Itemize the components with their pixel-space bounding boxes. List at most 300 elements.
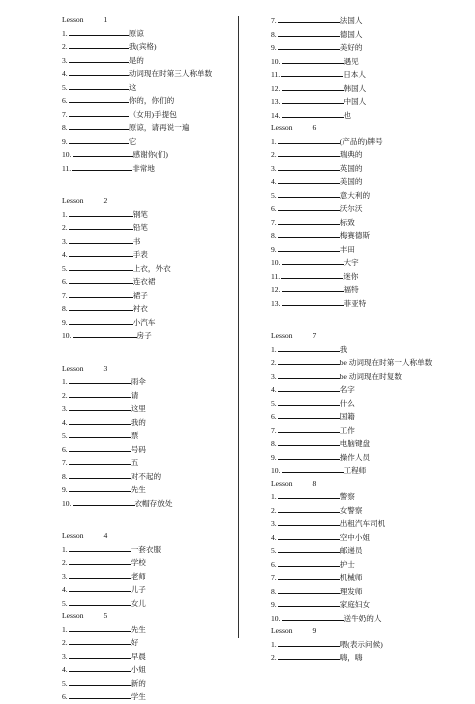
lesson-word: Lesson bbox=[271, 626, 293, 635]
answer-blank[interactable] bbox=[69, 316, 133, 325]
vocab-item bbox=[271, 297, 461, 311]
item-meaning: 是的 bbox=[128, 55, 144, 65]
item-meaning: 福特 bbox=[343, 285, 359, 294]
vocab-item bbox=[62, 67, 230, 81]
answer-blank[interactable] bbox=[282, 256, 344, 265]
vocab-item bbox=[271, 410, 461, 424]
item-meaning: 学校 bbox=[130, 558, 146, 567]
item-number: 12. bbox=[271, 83, 281, 93]
item-meaning: 雨伞 bbox=[130, 377, 146, 386]
answer-blank[interactable] bbox=[278, 356, 340, 365]
answer-blank[interactable] bbox=[69, 289, 133, 298]
vocab-item bbox=[271, 202, 461, 216]
answer-blank[interactable] bbox=[278, 243, 340, 252]
vocab-item bbox=[271, 612, 461, 626]
item-meaning: 非常地 bbox=[132, 163, 155, 173]
item-number: 8. bbox=[271, 29, 277, 39]
answer-blank[interactable] bbox=[278, 410, 340, 419]
answer-blank[interactable] bbox=[282, 95, 344, 104]
vocab-item bbox=[62, 543, 230, 557]
item-meaning: 先生 bbox=[130, 485, 146, 494]
item-number: 10. bbox=[62, 498, 72, 508]
item-meaning: 动词现在时第三人称单数 bbox=[128, 69, 213, 78]
answer-blank[interactable] bbox=[69, 663, 131, 672]
vocab-item bbox=[62, 597, 230, 611]
item-meaning: 连衣裙 bbox=[132, 277, 156, 286]
item-number: 6. bbox=[62, 96, 68, 105]
item-number: 4. bbox=[62, 417, 68, 427]
answer-blank[interactable] bbox=[278, 370, 340, 379]
item-meaning: （女用)手提包 bbox=[128, 109, 177, 119]
answer-blank[interactable] bbox=[69, 636, 131, 645]
answer-blank[interactable] bbox=[69, 470, 131, 479]
vocab-item bbox=[62, 497, 230, 511]
answer-blank[interactable] bbox=[278, 135, 340, 144]
item-number: 1. bbox=[62, 624, 68, 634]
lesson-number: 1 bbox=[103, 15, 108, 24]
answer-blank[interactable] bbox=[69, 623, 131, 632]
item-meaning: 名字 bbox=[339, 385, 355, 394]
vocab-item bbox=[271, 397, 461, 411]
item-number: 11. bbox=[271, 70, 281, 79]
vocab-item bbox=[62, 650, 230, 664]
item-number: 3. bbox=[62, 404, 68, 413]
answer-blank[interactable] bbox=[282, 297, 344, 306]
item-number: 3. bbox=[271, 371, 277, 381]
vocab-item bbox=[62, 108, 230, 122]
answer-blank[interactable] bbox=[69, 543, 131, 552]
answer-blank[interactable] bbox=[69, 208, 133, 217]
item-meaning: 好 bbox=[130, 638, 139, 647]
answer-blank[interactable] bbox=[281, 270, 343, 279]
item-meaning: 这 bbox=[128, 82, 137, 92]
item-number: 9. bbox=[271, 452, 277, 462]
item-number: 6. bbox=[62, 277, 68, 286]
vocab-item bbox=[271, 370, 461, 384]
item-meaning: 我(宾格) bbox=[128, 42, 157, 51]
vocab-item bbox=[62, 663, 230, 677]
item-meaning: 护士 bbox=[339, 559, 355, 569]
vocab-item bbox=[62, 275, 230, 289]
answer-blank[interactable] bbox=[69, 583, 131, 592]
vocab-item bbox=[271, 41, 461, 55]
item-meaning: 票 bbox=[130, 431, 139, 440]
item-meaning: 英国的 bbox=[339, 163, 363, 173]
item-meaning: 老师 bbox=[130, 571, 146, 581]
item-meaning: 警察 bbox=[339, 492, 355, 501]
answer-blank[interactable] bbox=[69, 248, 133, 257]
vocab-item bbox=[271, 162, 461, 176]
answer-blank[interactable] bbox=[69, 402, 131, 411]
item-meaning: 标致 bbox=[339, 217, 355, 227]
item-number: 2. bbox=[62, 558, 68, 567]
answer-blank[interactable] bbox=[69, 597, 131, 606]
item-number: 6. bbox=[62, 444, 68, 454]
item-number: 1. bbox=[271, 136, 277, 146]
item-number: 3. bbox=[62, 571, 68, 581]
answer-blank[interactable] bbox=[69, 389, 131, 398]
item-meaning: 我 bbox=[339, 344, 348, 354]
vocab-item bbox=[271, 598, 461, 612]
item-meaning: 儿子 bbox=[130, 585, 146, 594]
lesson-word: Lesson bbox=[62, 611, 84, 620]
answer-blank[interactable] bbox=[278, 343, 340, 352]
answer-blank[interactable] bbox=[69, 443, 131, 452]
item-meaning: 学生 bbox=[130, 692, 146, 701]
item-meaning: 机械师 bbox=[339, 573, 363, 582]
item-number: 10. bbox=[271, 613, 281, 623]
answer-blank[interactable] bbox=[69, 375, 131, 384]
item-meaning: 早晨 bbox=[130, 651, 146, 661]
vocab-item bbox=[62, 329, 230, 343]
item-meaning: 中国人 bbox=[343, 97, 367, 106]
vocab-item bbox=[62, 570, 230, 584]
vocab-item bbox=[62, 235, 230, 249]
item-meaning: 也 bbox=[343, 110, 352, 120]
answer-blank[interactable] bbox=[278, 504, 340, 513]
answer-blank[interactable] bbox=[278, 585, 340, 594]
lesson-word: Lesson bbox=[62, 363, 84, 373]
lesson-word: Lesson bbox=[271, 331, 293, 340]
item-meaning: 理发师 bbox=[339, 586, 363, 596]
item-meaning: 操作人员 bbox=[339, 452, 371, 462]
answer-blank[interactable] bbox=[69, 54, 129, 63]
item-meaning: 裙子 bbox=[132, 290, 148, 300]
item-number: 7. bbox=[62, 109, 68, 119]
vocab-item bbox=[271, 283, 461, 297]
vocab-item bbox=[271, 451, 461, 465]
item-meaning: 梅赛德斯 bbox=[339, 231, 371, 240]
item-number: 6. bbox=[271, 412, 277, 421]
item-meaning: 一套衣服 bbox=[130, 544, 162, 554]
left-column bbox=[62, 14, 230, 704]
item-number: 5. bbox=[62, 263, 68, 273]
item-meaning: 衣帽存放处 bbox=[134, 498, 173, 508]
answer-blank[interactable] bbox=[69, 81, 129, 90]
vocab-item bbox=[62, 27, 230, 41]
item-number: 1. bbox=[62, 377, 68, 386]
vocab-item bbox=[271, 175, 461, 189]
item-number: 11. bbox=[271, 271, 281, 281]
answer-blank[interactable] bbox=[278, 424, 340, 433]
item-meaning: 女警察 bbox=[339, 505, 363, 515]
item-number: 2. bbox=[271, 150, 277, 159]
vocab-item bbox=[271, 638, 461, 652]
vocab-item bbox=[271, 109, 461, 123]
item-number: 2. bbox=[62, 390, 68, 400]
lesson-heading bbox=[62, 14, 230, 27]
item-number: 3. bbox=[62, 651, 68, 661]
vocab-item bbox=[62, 81, 230, 95]
answer-blank[interactable] bbox=[69, 650, 131, 659]
item-number: 2. bbox=[62, 638, 68, 647]
answer-blank[interactable] bbox=[73, 148, 133, 157]
vocab-item bbox=[62, 135, 230, 149]
item-number: 1. bbox=[62, 544, 68, 554]
vocab-item bbox=[62, 623, 230, 637]
vocab-item bbox=[271, 82, 461, 96]
item-number: 5. bbox=[62, 678, 68, 688]
vocab-item bbox=[62, 389, 230, 403]
item-number: 7. bbox=[271, 573, 277, 582]
answer-blank[interactable] bbox=[278, 437, 340, 446]
vocab-item bbox=[62, 121, 230, 135]
item-number: 9. bbox=[271, 600, 277, 609]
answer-blank[interactable] bbox=[73, 497, 135, 506]
item-number: 9. bbox=[62, 317, 68, 327]
answer-blank[interactable] bbox=[69, 302, 133, 311]
item-number: 8. bbox=[271, 231, 277, 240]
item-meaning: 法国人 bbox=[339, 16, 363, 25]
answer-blank[interactable] bbox=[278, 490, 340, 499]
vocab-item bbox=[62, 54, 230, 68]
item-number: 2. bbox=[271, 358, 277, 367]
item-meaning: 原谅 bbox=[128, 28, 144, 38]
answer-blank[interactable] bbox=[282, 109, 344, 118]
item-number: 4. bbox=[62, 665, 68, 674]
vocab-item bbox=[271, 424, 461, 438]
item-meaning: 你的，你们的 bbox=[128, 96, 175, 105]
item-number: 2. bbox=[62, 223, 68, 232]
item-meaning: 电脑键盘 bbox=[339, 439, 371, 448]
item-number: 8. bbox=[271, 439, 277, 448]
vocab-item bbox=[62, 148, 230, 162]
vocab-item bbox=[271, 270, 461, 284]
item-meaning: 号码 bbox=[130, 444, 146, 454]
lesson-heading bbox=[271, 122, 461, 135]
answer-blank[interactable] bbox=[278, 189, 340, 198]
answer-blank[interactable] bbox=[282, 612, 344, 621]
lesson-heading bbox=[271, 330, 461, 343]
answer-blank[interactable] bbox=[282, 464, 344, 473]
vocab-item bbox=[271, 531, 461, 545]
answer-blank[interactable] bbox=[282, 55, 344, 64]
item-meaning: 出租汽车司机 bbox=[339, 519, 386, 528]
item-number: 7. bbox=[62, 458, 68, 467]
item-number: 2. bbox=[62, 42, 68, 51]
vocab-item bbox=[271, 95, 461, 109]
answer-blank[interactable] bbox=[278, 28, 340, 37]
answer-blank[interactable] bbox=[69, 677, 131, 686]
item-number: 9. bbox=[271, 43, 277, 52]
item-number: 4. bbox=[271, 532, 277, 542]
item-number: 2. bbox=[271, 505, 277, 515]
vocab-item bbox=[271, 216, 461, 230]
answer-blank[interactable] bbox=[278, 638, 340, 647]
lesson-number: 5 bbox=[103, 611, 108, 620]
answer-blank[interactable] bbox=[69, 108, 129, 117]
item-number: 4. bbox=[62, 250, 68, 259]
answer-blank[interactable] bbox=[69, 27, 129, 36]
vocab-item bbox=[62, 429, 230, 443]
lesson-heading bbox=[62, 363, 230, 376]
item-number: 9. bbox=[62, 485, 68, 494]
lesson-heading bbox=[62, 610, 230, 623]
lesson-word: Lesson bbox=[62, 531, 84, 540]
vocab-item bbox=[271, 544, 461, 558]
answer-blank[interactable] bbox=[69, 262, 133, 271]
item-meaning: 迷你 bbox=[343, 271, 359, 281]
answer-blank[interactable] bbox=[281, 68, 343, 77]
lesson-word: Lesson bbox=[62, 15, 84, 24]
item-number: 14. bbox=[271, 110, 281, 120]
answer-blank[interactable] bbox=[69, 221, 133, 230]
vocab-item bbox=[271, 55, 461, 69]
vocab-item bbox=[62, 470, 230, 484]
answer-blank[interactable] bbox=[278, 517, 340, 526]
answer-blank[interactable] bbox=[278, 558, 340, 567]
lesson-heading bbox=[62, 530, 230, 543]
item-meaning: 它 bbox=[128, 136, 137, 146]
answer-blank[interactable] bbox=[278, 531, 340, 540]
item-number: 13. bbox=[271, 298, 281, 308]
item-meaning: 衬衣 bbox=[132, 304, 148, 313]
answer-blank[interactable] bbox=[278, 383, 340, 392]
answer-blank[interactable] bbox=[72, 162, 132, 171]
answer-blank[interactable] bbox=[278, 41, 340, 50]
lesson-number: 4 bbox=[103, 531, 108, 540]
answer-blank[interactable] bbox=[278, 397, 340, 406]
answer-blank[interactable] bbox=[278, 202, 340, 211]
vocab-item bbox=[62, 677, 230, 691]
answer-blank[interactable] bbox=[278, 571, 340, 580]
item-meaning: 手表 bbox=[132, 250, 148, 259]
vocab-item bbox=[271, 383, 461, 397]
item-meaning: 空中小姐 bbox=[339, 532, 371, 542]
item-number: 5. bbox=[271, 546, 277, 555]
item-number: 6. bbox=[62, 692, 68, 701]
item-number: 4. bbox=[62, 69, 68, 78]
answer-blank[interactable] bbox=[73, 329, 137, 338]
lesson-number: 6 bbox=[312, 123, 317, 132]
answer-blank[interactable] bbox=[69, 235, 133, 244]
vocab-item bbox=[271, 343, 461, 357]
answer-blank[interactable] bbox=[278, 598, 340, 607]
lesson-word: Lesson bbox=[62, 196, 84, 205]
right-column bbox=[271, 14, 461, 665]
item-meaning: 这里 bbox=[130, 404, 146, 413]
answer-blank[interactable] bbox=[69, 67, 129, 76]
item-number: 8. bbox=[62, 471, 68, 481]
answer-blank[interactable] bbox=[69, 416, 131, 425]
item-meaning: 日本人 bbox=[343, 70, 366, 79]
vocab-item bbox=[62, 221, 230, 235]
item-meaning: 送牛奶的人 bbox=[343, 613, 382, 623]
vocab-item bbox=[271, 585, 461, 599]
answer-blank[interactable] bbox=[278, 148, 340, 157]
answer-blank[interactable] bbox=[278, 216, 340, 225]
answer-blank[interactable] bbox=[278, 229, 340, 238]
lesson-number: 2 bbox=[103, 196, 108, 205]
item-meaning: 丰田 bbox=[339, 244, 355, 254]
vocab-item bbox=[271, 189, 461, 203]
item-number: 7. bbox=[62, 290, 68, 300]
item-number: 4. bbox=[271, 385, 277, 394]
item-meaning: be 动词现在时复数 bbox=[339, 371, 402, 381]
answer-blank[interactable] bbox=[69, 556, 131, 565]
answer-blank[interactable] bbox=[278, 451, 340, 460]
vocab-item bbox=[62, 94, 230, 108]
item-number: 3. bbox=[271, 519, 277, 528]
vocab-item bbox=[62, 208, 230, 222]
lesson-word: Lesson bbox=[271, 478, 293, 488]
item-number: 3. bbox=[271, 163, 277, 173]
vocab-item bbox=[62, 248, 230, 262]
vocab-item bbox=[271, 558, 461, 572]
answer-blank[interactable] bbox=[282, 283, 344, 292]
item-number: 10. bbox=[271, 56, 281, 66]
answer-blank[interactable] bbox=[282, 82, 344, 91]
answer-blank[interactable] bbox=[69, 570, 131, 579]
item-meaning: 感谢你(们) bbox=[132, 150, 168, 159]
vocab-item bbox=[271, 437, 461, 451]
answer-blank[interactable] bbox=[69, 690, 131, 699]
answer-blank[interactable] bbox=[278, 162, 340, 171]
answer-blank[interactable] bbox=[69, 135, 129, 144]
item-meaning: 工程师 bbox=[343, 466, 367, 475]
item-meaning: be 动词现在时第一人称单数 bbox=[339, 358, 433, 367]
item-number: 8. bbox=[271, 586, 277, 596]
item-number: 7. bbox=[271, 425, 277, 435]
vocab-item bbox=[271, 504, 461, 518]
lesson-heading bbox=[271, 625, 461, 638]
item-meaning: 上衣，外衣 bbox=[132, 263, 171, 273]
answer-blank[interactable] bbox=[278, 651, 340, 660]
answer-blank[interactable] bbox=[69, 483, 131, 492]
vocab-item bbox=[62, 289, 230, 303]
item-number: 10. bbox=[62, 150, 72, 159]
item-number: 13. bbox=[271, 97, 281, 106]
item-meaning: 先生 bbox=[130, 624, 146, 634]
item-number: 3. bbox=[62, 55, 68, 65]
vocab-item bbox=[62, 162, 230, 176]
item-number: 3. bbox=[62, 236, 68, 246]
column-divider bbox=[238, 16, 239, 638]
vocab-item bbox=[62, 636, 230, 650]
item-meaning: 什么 bbox=[339, 398, 355, 408]
answer-blank[interactable] bbox=[69, 456, 131, 465]
item-number: 5. bbox=[62, 431, 68, 440]
answer-blank[interactable] bbox=[69, 429, 131, 438]
vocab-item bbox=[62, 262, 230, 276]
answer-blank[interactable] bbox=[278, 14, 340, 23]
item-meaning: 钢笔 bbox=[132, 209, 148, 219]
answer-blank[interactable] bbox=[69, 275, 133, 284]
vocab-item bbox=[62, 456, 230, 470]
lesson-word: Lesson bbox=[271, 123, 293, 132]
lesson-number: 8 bbox=[312, 478, 317, 488]
item-meaning: 沃尔沃 bbox=[339, 204, 363, 213]
vocab-item bbox=[62, 302, 230, 316]
item-number: 10. bbox=[62, 331, 72, 340]
item-meaning: 新的 bbox=[130, 678, 146, 688]
answer-blank[interactable] bbox=[278, 544, 340, 553]
vocab-item bbox=[271, 256, 461, 270]
answer-blank[interactable] bbox=[278, 175, 340, 184]
item-meaning: 邮递员 bbox=[339, 546, 363, 555]
vocab-item bbox=[271, 135, 461, 149]
item-number: 9. bbox=[271, 244, 277, 254]
item-meaning: 书 bbox=[132, 236, 141, 246]
answer-blank[interactable] bbox=[69, 40, 129, 49]
vocab-item bbox=[62, 483, 230, 497]
vocab-item bbox=[62, 583, 230, 597]
answer-blank[interactable] bbox=[69, 121, 129, 130]
item-meaning: 大宇 bbox=[343, 258, 359, 267]
item-meaning: 美国的 bbox=[339, 177, 363, 186]
answer-blank[interactable] bbox=[69, 94, 129, 103]
vocab-item bbox=[271, 356, 461, 370]
